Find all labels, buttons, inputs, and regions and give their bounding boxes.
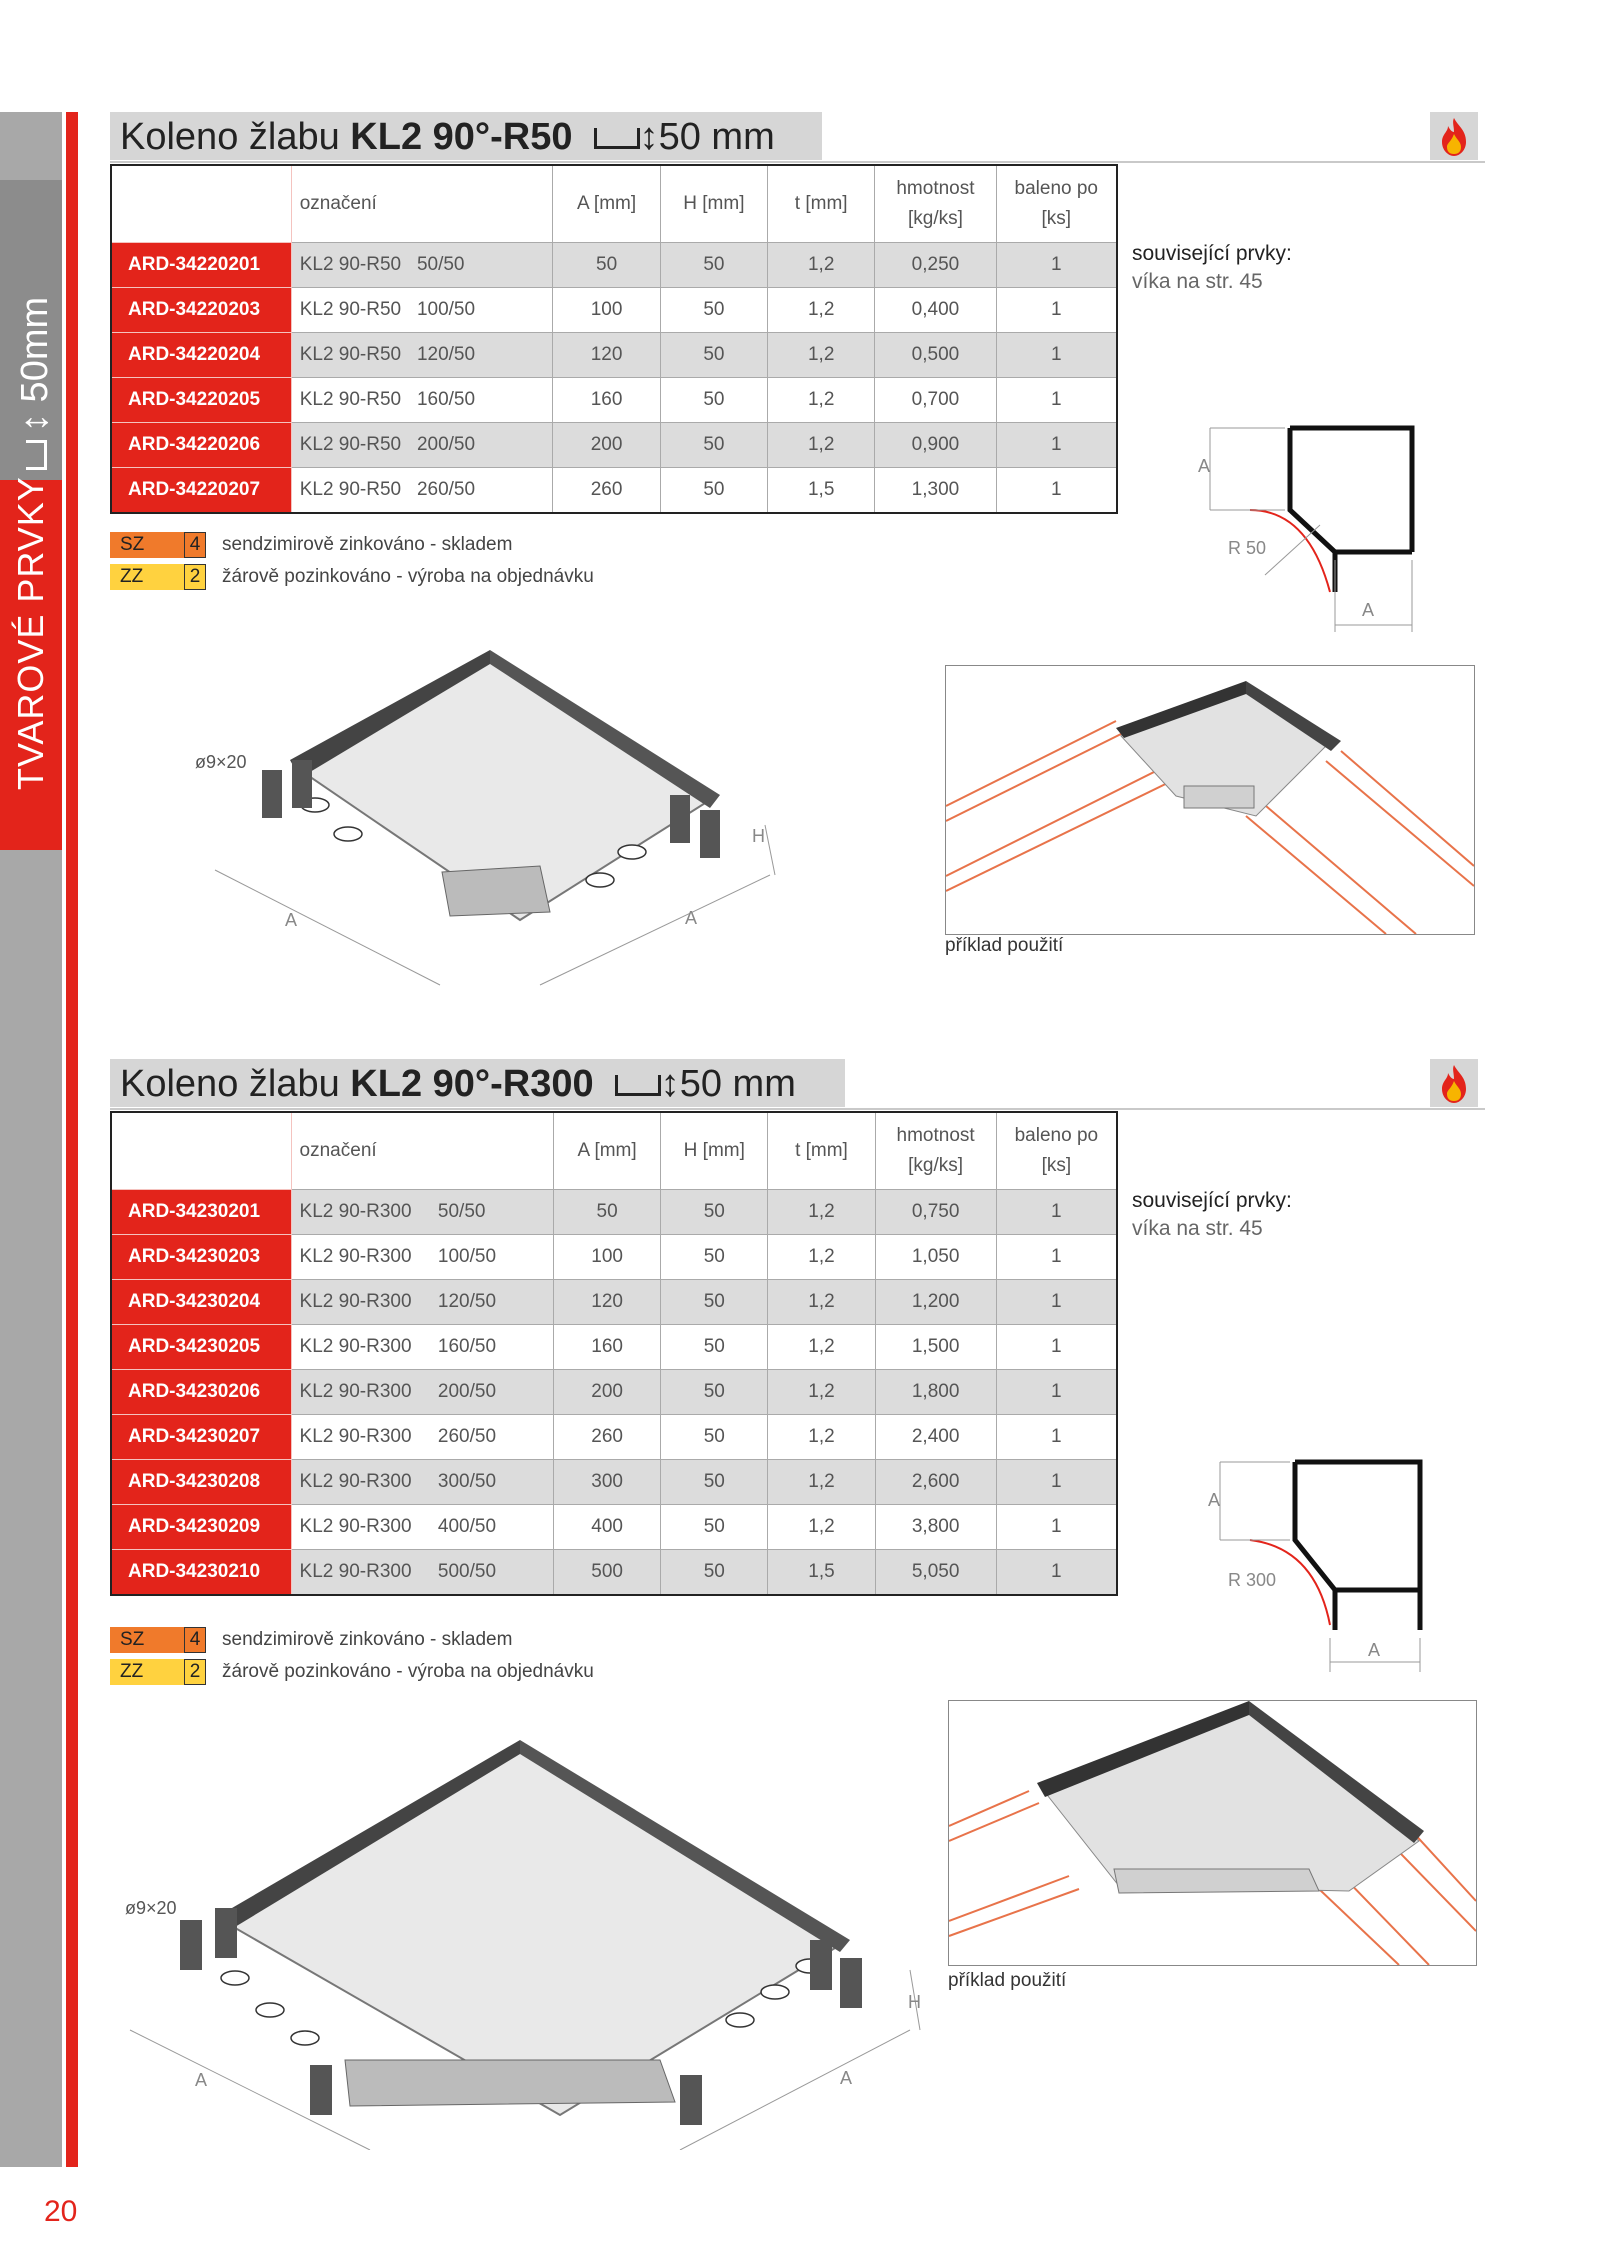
row-weight: 1,200 bbox=[875, 1280, 996, 1325]
legend-sz-text: sendzimirově zinkováno - skladem bbox=[222, 1629, 513, 1650]
title-dimension: 50 mm bbox=[658, 116, 775, 158]
header-pack-label: baleno po bbox=[1014, 1125, 1099, 1146]
product-drawing bbox=[200, 650, 800, 995]
row-pack: 1 bbox=[996, 1550, 1117, 1596]
related-label: související prvky: bbox=[1132, 1189, 1292, 1212]
row-h: 50 bbox=[661, 1415, 768, 1460]
row-code: ARD-34220207 bbox=[111, 468, 291, 514]
row-code: ARD-34230207 bbox=[111, 1415, 291, 1460]
row-code: ARD-34220204 bbox=[111, 333, 291, 378]
row-a: 400 bbox=[554, 1505, 661, 1550]
table-row bbox=[111, 1325, 1117, 1370]
dim-a-horizontal: A bbox=[1362, 600, 1375, 620]
row-t: 1,2 bbox=[768, 1460, 875, 1505]
header-weight bbox=[875, 165, 996, 243]
row-weight: 0,500 bbox=[875, 333, 996, 378]
table-row bbox=[111, 288, 1117, 333]
table-header bbox=[111, 165, 1117, 243]
table-row bbox=[111, 1235, 1117, 1280]
row-pack: 1 bbox=[996, 333, 1117, 378]
row-name: KL2 90-R300 500/50 bbox=[291, 1550, 553, 1596]
row-pack: 1 bbox=[996, 423, 1117, 468]
legend-zz-text: žárově pozinkováno - výroba na objednávku bbox=[222, 1661, 594, 1682]
row-weight: 2,400 bbox=[875, 1415, 996, 1460]
row-code: ARD-34230201 bbox=[111, 1190, 291, 1235]
row-pack: 1 bbox=[996, 1280, 1117, 1325]
row-code: ARD-34220205 bbox=[111, 378, 291, 423]
row-h: 50 bbox=[661, 1550, 768, 1596]
tray-profile-icon bbox=[615, 1075, 661, 1096]
row-pack: 1 bbox=[996, 1460, 1117, 1505]
row-name: KL2 90-R300 160/50 bbox=[291, 1325, 553, 1370]
row-t: 1,2 bbox=[768, 1190, 875, 1235]
header-h: H [mm] bbox=[661, 1112, 768, 1190]
row-a: 50 bbox=[553, 243, 660, 288]
header-code: objednací kód bbox=[111, 1112, 291, 1190]
row-a: 50 bbox=[554, 1190, 661, 1235]
legend-zz-num: 2 bbox=[184, 564, 206, 590]
row-name: KL2 90-R300 100/50 bbox=[291, 1235, 553, 1280]
row-h: 50 bbox=[660, 333, 767, 378]
row-h: 50 bbox=[661, 1370, 768, 1415]
row-weight: 0,700 bbox=[875, 378, 996, 423]
legend-sz-num: 4 bbox=[184, 532, 206, 558]
row-pack: 1 bbox=[996, 1415, 1117, 1460]
usage-photo bbox=[948, 1700, 1477, 1966]
row-h: 50 bbox=[660, 423, 767, 468]
legend-sz-text: sendzimirově zinkováno - skladem bbox=[222, 534, 513, 555]
row-a: 100 bbox=[553, 288, 660, 333]
row-code: ARD-34230210 bbox=[111, 1550, 291, 1596]
table-row bbox=[111, 1460, 1117, 1505]
row-pack: 1 bbox=[996, 468, 1117, 514]
title-dimension: 50 mm bbox=[679, 1063, 796, 1105]
header-a: A [mm] bbox=[553, 165, 660, 243]
related-items bbox=[1132, 1187, 1292, 1243]
row-name: KL2 90-R50 120/50 bbox=[291, 333, 553, 378]
row-pack: 1 bbox=[996, 1370, 1117, 1415]
table-row bbox=[111, 1415, 1117, 1460]
fire-resistance-icon bbox=[1430, 112, 1478, 160]
product-drawing bbox=[120, 1730, 930, 2150]
dim-h: H bbox=[752, 826, 765, 846]
header-pack-label: baleno po bbox=[1014, 178, 1098, 199]
sidebar-series-text: 50mm bbox=[14, 296, 56, 403]
sidebar-series-label: ↕ 50mm bbox=[14, 297, 57, 470]
row-h: 50 bbox=[660, 243, 767, 288]
row-code: ARD-34220201 bbox=[111, 243, 291, 288]
related-value: víka na str. 45 bbox=[1132, 270, 1263, 293]
title-product: KL2 90°-R50 bbox=[350, 116, 573, 158]
row-code: ARD-34230208 bbox=[111, 1460, 291, 1505]
row-code: ARD-34220206 bbox=[111, 423, 291, 468]
row-name: KL2 90-R50 260/50 bbox=[291, 468, 553, 514]
row-name: KL2 90-R50 100/50 bbox=[291, 288, 553, 333]
row-code: ARD-34230203 bbox=[111, 1235, 291, 1280]
row-a: 100 bbox=[554, 1235, 661, 1280]
row-t: 1,2 bbox=[768, 333, 875, 378]
row-a: 160 bbox=[553, 378, 660, 423]
row-name: KL2 90-R300 300/50 bbox=[291, 1460, 553, 1505]
legend-zz-code: ZZ bbox=[110, 1659, 184, 1685]
row-weight: 1,050 bbox=[875, 1235, 996, 1280]
row-t: 1,2 bbox=[768, 1325, 875, 1370]
row-code: ARD-34230205 bbox=[111, 1325, 291, 1370]
row-t: 1,5 bbox=[768, 468, 875, 514]
row-a: 260 bbox=[554, 1415, 661, 1460]
row-pack: 1 bbox=[996, 1325, 1117, 1370]
sidebar-category-label: TVAROVÉ PRVKY bbox=[10, 476, 51, 790]
row-t: 1,2 bbox=[768, 378, 875, 423]
row-weight: 0,250 bbox=[875, 243, 996, 288]
row-t: 1,2 bbox=[768, 1370, 875, 1415]
legend-sz-num: 4 bbox=[184, 1627, 206, 1653]
row-a: 120 bbox=[553, 333, 660, 378]
row-t: 1,2 bbox=[768, 1235, 875, 1280]
row-t: 1,2 bbox=[768, 1280, 875, 1325]
row-weight: 5,050 bbox=[875, 1550, 996, 1596]
row-weight: 0,750 bbox=[875, 1190, 996, 1235]
header-pack bbox=[996, 165, 1117, 243]
row-code: ARD-34230209 bbox=[111, 1505, 291, 1550]
dim-a-left: A bbox=[285, 910, 298, 930]
product-table bbox=[110, 1111, 1118, 1596]
table-row bbox=[111, 333, 1117, 378]
table-row bbox=[111, 1550, 1117, 1596]
hole-label: ø9×20 bbox=[195, 752, 247, 772]
title-prefix: Koleno žlabu bbox=[120, 116, 351, 158]
header-weight-unit: [kg/ks] bbox=[907, 208, 963, 229]
table-header bbox=[111, 1112, 1117, 1190]
related-label: související prvky: bbox=[1132, 242, 1292, 265]
usage-photo bbox=[945, 665, 1475, 935]
title-underline bbox=[110, 1108, 1485, 1110]
row-h: 50 bbox=[661, 1505, 768, 1550]
section-title: Koleno žlabu KL2 90°-R50 ↕50 mm bbox=[110, 112, 822, 160]
header-t: t [mm] bbox=[768, 165, 875, 243]
row-code: ARD-34220203 bbox=[111, 288, 291, 333]
row-h: 50 bbox=[661, 1280, 768, 1325]
row-a: 500 bbox=[554, 1550, 661, 1596]
row-weight: 0,400 bbox=[875, 288, 996, 333]
related-items bbox=[1132, 240, 1292, 296]
row-a: 300 bbox=[554, 1460, 661, 1505]
hole-label: ø9×20 bbox=[125, 1898, 177, 1918]
row-name: KL2 90-R50 50/50 bbox=[291, 243, 553, 288]
legend-zz-text: žárově pozinkováno - výroba na objednávku bbox=[222, 566, 594, 587]
usage-caption: příklad použití bbox=[945, 935, 1064, 956]
row-weight: 1,800 bbox=[875, 1370, 996, 1415]
dim-a-horizontal: A bbox=[1368, 1640, 1381, 1660]
row-a: 260 bbox=[553, 468, 660, 514]
header-name: označení bbox=[291, 1112, 553, 1190]
row-a: 200 bbox=[553, 423, 660, 468]
row-weight: 3,800 bbox=[875, 1505, 996, 1550]
row-t: 1,2 bbox=[768, 1415, 875, 1460]
row-weight: 0,900 bbox=[875, 423, 996, 468]
row-pack: 1 bbox=[996, 1235, 1117, 1280]
title-product: KL2 90°-R300 bbox=[350, 1063, 594, 1105]
table-row bbox=[111, 423, 1117, 468]
table-row bbox=[111, 468, 1117, 514]
table-row bbox=[111, 1190, 1117, 1235]
row-name: KL2 90-R300 400/50 bbox=[291, 1505, 553, 1550]
row-pack: 1 bbox=[996, 243, 1117, 288]
section-title: Koleno žlabu KL2 90°-R300 ↕50 mm bbox=[110, 1059, 845, 1107]
header-weight bbox=[875, 1112, 996, 1190]
row-name: KL2 90-R300 120/50 bbox=[291, 1280, 553, 1325]
row-weight: 2,600 bbox=[875, 1460, 996, 1505]
dim-a-left: A bbox=[195, 2070, 208, 2090]
row-name: KL2 90-R300 260/50 bbox=[291, 1415, 553, 1460]
row-weight: 1,500 bbox=[875, 1325, 996, 1370]
dim-h: H bbox=[908, 1992, 921, 2012]
fire-resistance-icon bbox=[1430, 1059, 1478, 1107]
sidebar-red-line bbox=[66, 112, 78, 2167]
title-prefix: Koleno žlabu bbox=[120, 1063, 351, 1105]
tray-profile-icon bbox=[594, 128, 640, 149]
legend-zz-num: 2 bbox=[184, 1659, 206, 1685]
title-underline bbox=[110, 161, 1485, 163]
header-code: objednací kód bbox=[111, 165, 291, 243]
radius-label: R 50 bbox=[1228, 538, 1267, 558]
row-h: 50 bbox=[661, 1325, 768, 1370]
dim-a-vertical: A bbox=[1198, 456, 1211, 476]
dim-a-right: A bbox=[685, 908, 698, 928]
row-a: 160 bbox=[554, 1325, 661, 1370]
dim-a-vertical: A bbox=[1208, 1490, 1221, 1510]
row-name: KL2 90-R50 160/50 bbox=[291, 378, 553, 423]
header-pack bbox=[996, 1112, 1117, 1190]
header-pack-unit: [ks] bbox=[1041, 208, 1072, 229]
header-name: označení bbox=[291, 165, 553, 243]
header-weight-label: hmotnost bbox=[896, 178, 975, 199]
row-h: 50 bbox=[661, 1190, 768, 1235]
row-code: ARD-34230204 bbox=[111, 1280, 291, 1325]
dim-a-right: A bbox=[840, 2068, 853, 2088]
legend-zz-code: ZZ bbox=[110, 564, 184, 590]
table-row bbox=[111, 1280, 1117, 1325]
row-name: KL2 90-R300 50/50 bbox=[291, 1190, 553, 1235]
row-t: 1,5 bbox=[768, 1550, 875, 1596]
legend-sz-code: SZ bbox=[110, 532, 184, 558]
row-t: 1,2 bbox=[768, 423, 875, 468]
radius-label: R 300 bbox=[1228, 1570, 1277, 1590]
table-row bbox=[111, 378, 1117, 423]
row-name: KL2 90-R300 200/50 bbox=[291, 1370, 553, 1415]
table-row bbox=[111, 1370, 1117, 1415]
header-h: H [mm] bbox=[660, 165, 767, 243]
row-name: KL2 90-R50 200/50 bbox=[291, 423, 553, 468]
row-pack: 1 bbox=[996, 288, 1117, 333]
table-row bbox=[111, 243, 1117, 288]
related-value: víka na str. 45 bbox=[1132, 1217, 1263, 1240]
row-t: 1,2 bbox=[768, 243, 875, 288]
row-h: 50 bbox=[660, 468, 767, 514]
row-a: 200 bbox=[554, 1370, 661, 1415]
row-pack: 1 bbox=[996, 378, 1117, 423]
row-pack: 1 bbox=[996, 1505, 1117, 1550]
header-weight-label: hmotnost bbox=[896, 1125, 975, 1146]
row-h: 50 bbox=[660, 288, 767, 333]
row-h: 50 bbox=[661, 1235, 768, 1280]
tray-profile-icon bbox=[26, 440, 47, 470]
header-pack-unit: [ks] bbox=[1041, 1155, 1072, 1176]
row-weight: 1,300 bbox=[875, 468, 996, 514]
legend-sz-code: SZ bbox=[110, 1627, 184, 1653]
top-view-diagram bbox=[1190, 1440, 1440, 1680]
header-weight-unit: [kg/ks] bbox=[908, 1155, 964, 1176]
row-h: 50 bbox=[661, 1460, 768, 1505]
row-t: 1,2 bbox=[768, 288, 875, 333]
header-a: A [mm] bbox=[554, 1112, 661, 1190]
row-t: 1,2 bbox=[768, 1505, 875, 1550]
row-a: 120 bbox=[554, 1280, 661, 1325]
top-view-diagram bbox=[1180, 410, 1430, 640]
header-t: t [mm] bbox=[768, 1112, 875, 1190]
product-table bbox=[110, 164, 1118, 514]
table-row bbox=[111, 1505, 1117, 1550]
row-pack: 1 bbox=[996, 1190, 1117, 1235]
row-code: ARD-34230206 bbox=[111, 1370, 291, 1415]
usage-caption: příklad použití bbox=[948, 1970, 1067, 1991]
page-number: 20 bbox=[44, 2195, 78, 2228]
row-h: 50 bbox=[660, 378, 767, 423]
